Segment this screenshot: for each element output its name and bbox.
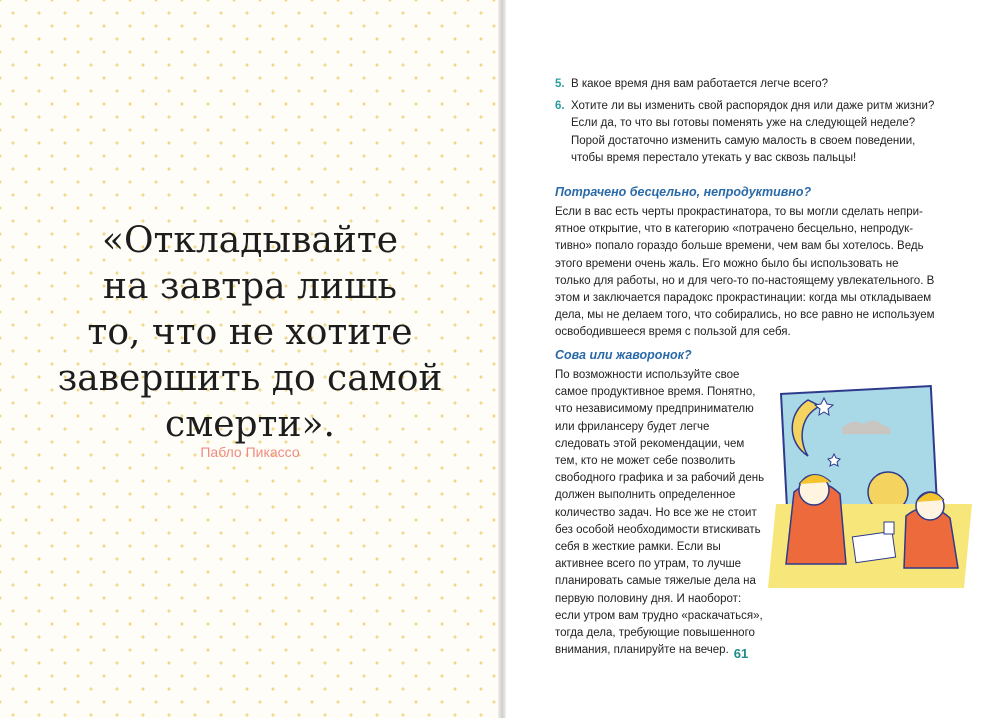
owl-lark-illustration bbox=[768, 384, 972, 590]
page-number: 61 bbox=[733, 646, 749, 661]
quote-line: то, что не хотите bbox=[87, 312, 413, 353]
section-heading: Сова или жаворонок? bbox=[555, 348, 692, 362]
list-item bbox=[555, 98, 935, 168]
item-text: В какое время дня вам работается легче всего? bbox=[571, 78, 829, 90]
quote-line: на завтра лишь bbox=[102, 266, 398, 307]
list-item bbox=[555, 76, 935, 94]
section-paragraph: Если в вас есть черты прокрастинатора, то вы могли сделать неприятное открытие, что в категорию «потрачено бесцельно, непродуктивно» попало гораздо больше времени, чем вам бы хотелось. Ведь этого времени очень жаль. Его можно было бы использовать не только для работы, но и для чего-то по-настоящему увлекательного. В этом и заключается парадокс прокрастинации: когда мы откладываем дела, мы не делаем того, что собирались, но все равно не используем освободившееся время с пользой для себя. bbox=[555, 206, 935, 339]
section-heading: Потрачено бесцельно, непродуктивно? bbox=[555, 185, 812, 199]
item-number: 6. bbox=[555, 99, 565, 112]
section-paragraph: По возможности используйте свое самое продуктивное время. Понятно, что независимому предпринимателю или фрилансеру будет легче следовать этой рекомендации, чем тем, кто не может себе позволить свободного графика и за рабочий день должен выполнить определенное количество задач. Но все же не стоит без особой необходимости втискивать себя в жесткие рамки. Если вы активнее всего по утрам, то лучше планировать самые тяжелые дела на первую половину дня. И наоборот: если утром вам трудно «раскачаться», тогда дела, требующие повышенного внимания, планируйте на вечер. bbox=[555, 369, 765, 657]
quote-line: смерти». bbox=[165, 404, 335, 445]
question-list bbox=[555, 76, 935, 172]
quote-line: «Откладывайте bbox=[101, 220, 399, 261]
page-gutter bbox=[498, 0, 506, 718]
item-text: Хотите ли вы изменить свой распорядок дня или даже ритм жизни? Если да, то что вы готовы поменять уже на следующей неделе? Порой достаточно изменить самую малость в своем поведении, чтобы время перестало утекать у вас сквозь пальцы! bbox=[571, 99, 935, 164]
quote-line: завершить до самой bbox=[57, 358, 443, 399]
quote-block bbox=[40, 218, 460, 448]
quote-author: Пабло Пикассо bbox=[200, 444, 300, 460]
item-number: 5. bbox=[555, 78, 565, 90]
